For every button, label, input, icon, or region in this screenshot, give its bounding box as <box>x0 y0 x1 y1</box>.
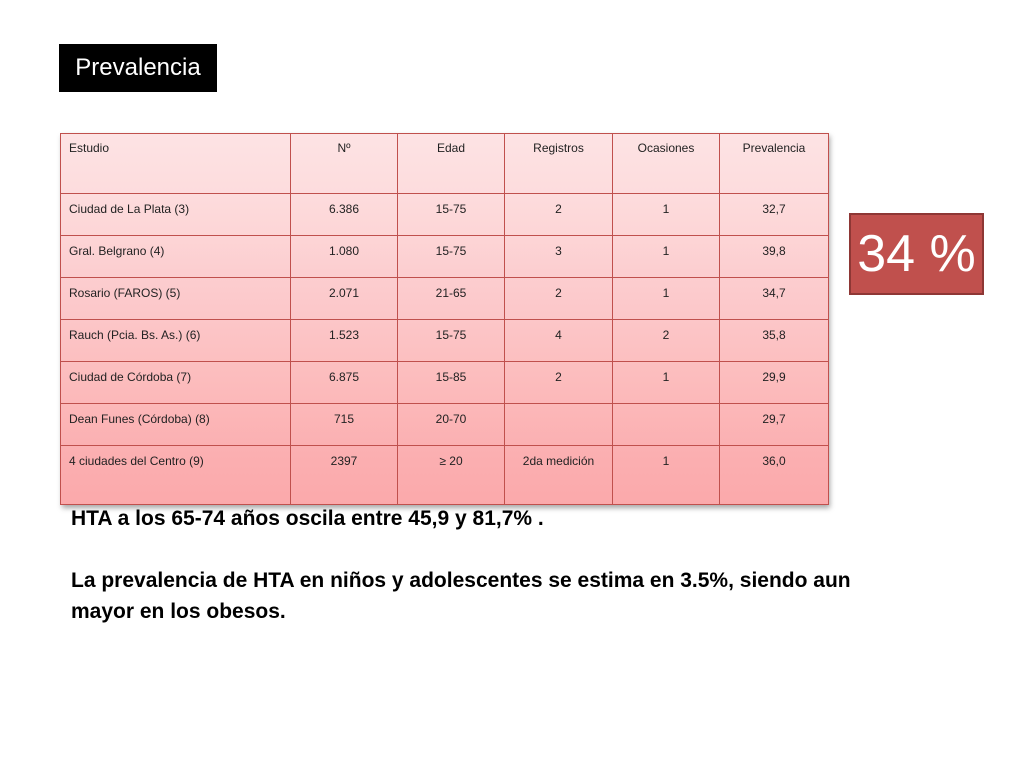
table-cell: Gral. Belgrano (4) <box>61 236 291 278</box>
prevalence-table <box>60 133 829 505</box>
table-cell <box>613 404 720 446</box>
table-cell: Ciudad de La Plata (3) <box>61 194 291 236</box>
table-cell: 1.080 <box>291 236 398 278</box>
note-children-hta: La prevalencia de HTA en niños y adolescentes se estima en 3.5%, siendo aun mayor en los obesos. <box>71 569 851 623</box>
header-registros: Registros <box>505 134 613 194</box>
table-cell: 2 <box>613 320 720 362</box>
table-cell: 4 ciudades del Centro (9) <box>61 446 291 505</box>
table-row <box>61 236 829 278</box>
table-cell: 15-75 <box>398 194 505 236</box>
table-row <box>61 278 829 320</box>
table-cell: 1 <box>613 236 720 278</box>
table-cell: 6.386 <box>291 194 398 236</box>
table-cell: 2 <box>505 362 613 404</box>
header-prevalencia: Prevalencia <box>720 134 829 194</box>
table-cell: 1 <box>613 446 720 505</box>
table-cell: 35,8 <box>720 320 829 362</box>
table-cell: 39,8 <box>720 236 829 278</box>
table-row <box>61 404 829 446</box>
table-body <box>61 134 829 505</box>
table-cell: 2.071 <box>291 278 398 320</box>
table-cell: 1 <box>613 362 720 404</box>
table-cell: 3 <box>505 236 613 278</box>
table-cell: 32,7 <box>720 194 829 236</box>
table-cell: Dean Funes (Córdoba) (8) <box>61 404 291 446</box>
table-cell: 36,0 <box>720 446 829 505</box>
slide-title: Prevalencia <box>59 44 217 92</box>
header-ocasiones: Ocasiones <box>613 134 720 194</box>
prevalence-table-container <box>60 133 828 505</box>
table-cell: 29,7 <box>720 404 829 446</box>
table-header-row <box>61 134 829 194</box>
table-cell: 1.523 <box>291 320 398 362</box>
header-estudio: Estudio <box>61 134 291 194</box>
table-row <box>61 194 829 236</box>
table-cell <box>505 404 613 446</box>
table-cell: 715 <box>291 404 398 446</box>
table-cell: ≥ 20 <box>398 446 505 505</box>
table-cell: 2 <box>505 278 613 320</box>
table-cell: 2da medición <box>505 446 613 505</box>
table-row <box>61 320 829 362</box>
table-cell: 21-65 <box>398 278 505 320</box>
table-row <box>61 362 829 404</box>
table-cell: 34,7 <box>720 278 829 320</box>
table-cell: 2397 <box>291 446 398 505</box>
table-cell: 29,9 <box>720 362 829 404</box>
table-cell: 15-75 <box>398 236 505 278</box>
header-edad: Edad <box>398 134 505 194</box>
header-numero: Nº <box>291 134 398 194</box>
note-elderly-hta: HTA a los 65-74 años oscila entre 45,9 y 81,7% . <box>71 507 544 530</box>
table-cell: 4 <box>505 320 613 362</box>
notes-block <box>71 503 851 627</box>
table-cell: Rosario (FAROS) (5) <box>61 278 291 320</box>
table-cell: 2 <box>505 194 613 236</box>
table-cell: Rauch (Pcia. Bs. As.) (6) <box>61 320 291 362</box>
table-cell: Ciudad de Córdoba (7) <box>61 362 291 404</box>
table-cell: 1 <box>613 194 720 236</box>
table-row <box>61 446 829 505</box>
table-cell: 15-75 <box>398 320 505 362</box>
overall-prevalence-badge: 34 % <box>849 213 984 295</box>
table-cell: 6.875 <box>291 362 398 404</box>
table-cell: 20-70 <box>398 404 505 446</box>
table-cell: 1 <box>613 278 720 320</box>
table-cell: 15-85 <box>398 362 505 404</box>
